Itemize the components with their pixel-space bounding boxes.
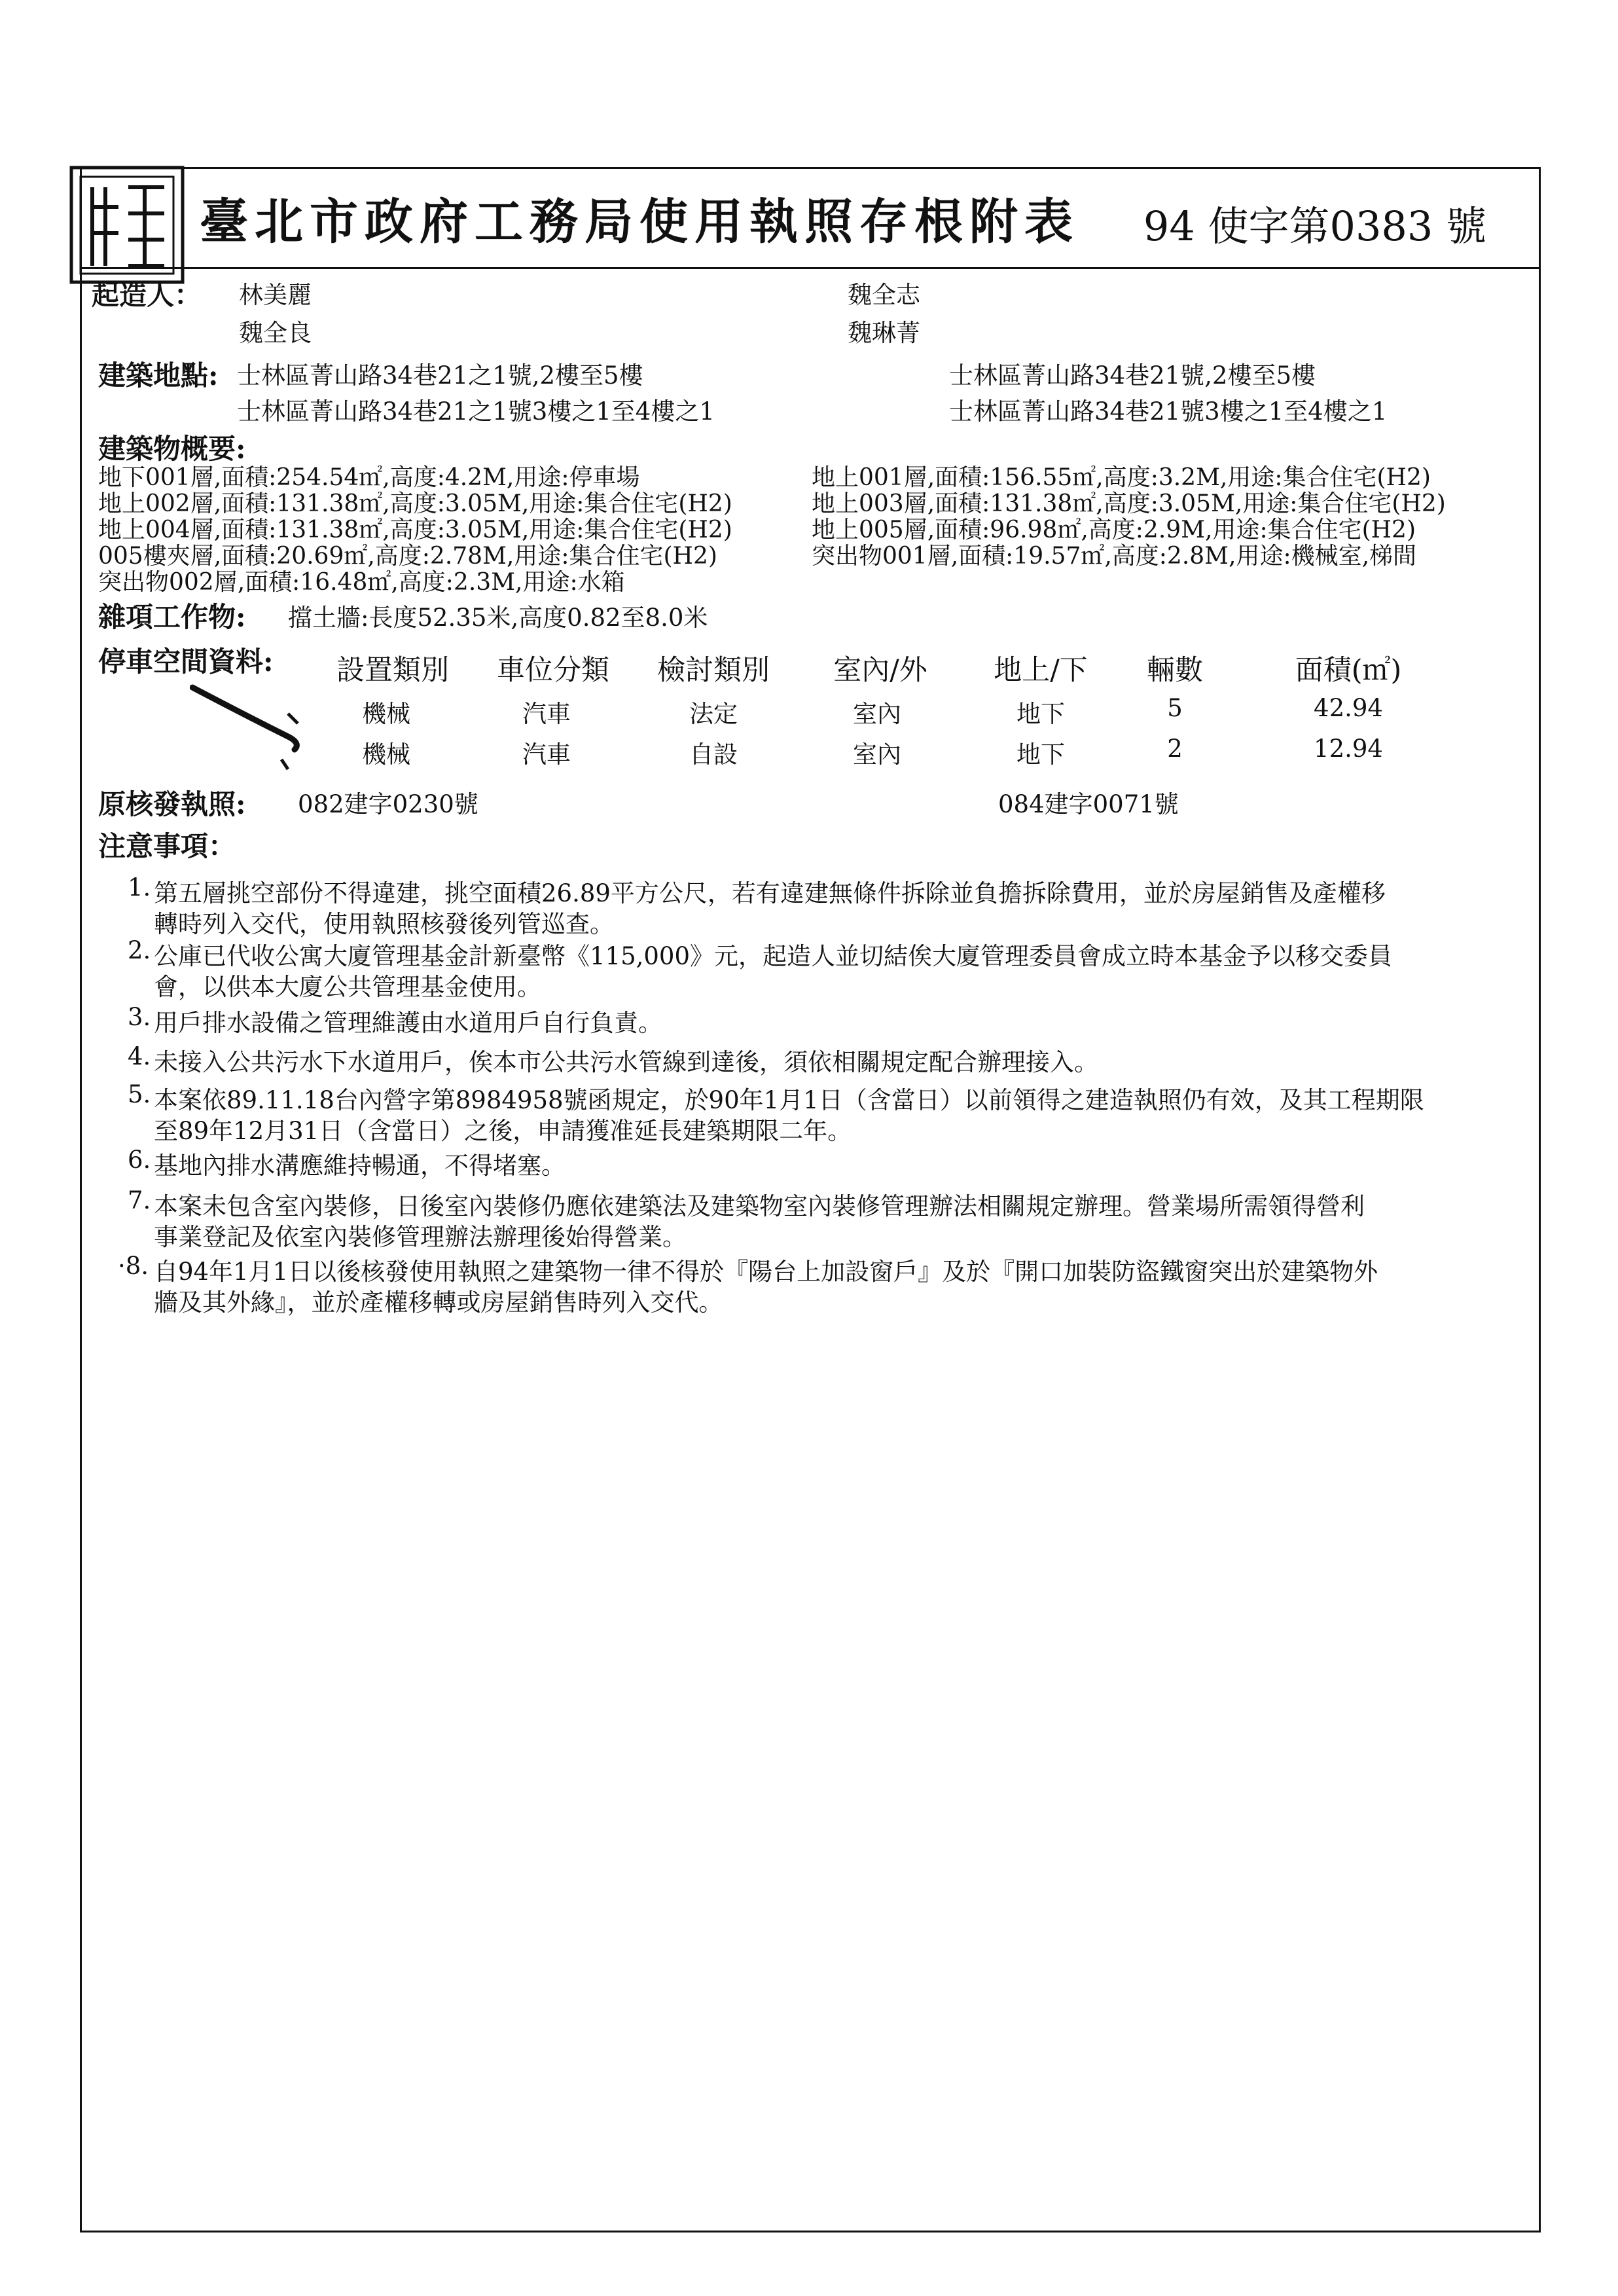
misc-works-value: 擋土牆:長度52.35米,高度0.82至8.0米	[288, 604, 708, 632]
parking-header: 輛數	[1147, 654, 1203, 687]
original-permit-number: 082建字0230號	[298, 790, 478, 818]
note-text: 轉時列入交代，使用執照核發後列管巡查。	[154, 910, 614, 938]
builder-name: 魏全良	[239, 319, 312, 347]
parking-header: 地上/下	[994, 654, 1088, 687]
site-address: 士林區菁山路34巷21之1號,2樓至5樓	[237, 361, 643, 390]
note-text: 牆及其外緣』，並於產權移轉或房屋銷售時列入交代。	[154, 1288, 723, 1317]
note-text: 本案依89.11.18台內營字第8984958號函規定，於90年1月1日（含當日）以前領得之建造執照仍有效，及其工程期限	[154, 1086, 1424, 1114]
parking-cell: 汽車	[522, 700, 571, 728]
note-text: 自94年1月1日以後核發使用執照之建築物一律不得於『陽台上加設窗戶』及於『開口加裝防盜鐵窗突出於建築物外	[154, 1258, 1378, 1286]
floor-info: 地上002層,面積:131.38㎡,高度:3.05M,用途:集合住宅(H2)	[98, 490, 732, 517]
note-text: 會，以供本大廈公共管理基金使用。	[154, 973, 541, 1001]
seal-stamp-icon	[66, 161, 190, 289]
parking-cell: 機械	[362, 740, 410, 769]
builder-name: 魏琳菁	[848, 319, 920, 347]
overview-label: 建築物概要:	[98, 433, 246, 465]
floor-info: 突出物001層,面積:19.57㎡,高度:2.8M,用途:機械室,梯間	[812, 543, 1417, 570]
parking-cell: 2	[1167, 735, 1183, 763]
note-text: 未接入公共污水下水道用戶，俟本市公共污水管線到達後，須依相關規定配合辦理接入。	[154, 1048, 1098, 1076]
parking-cell: 機械	[362, 700, 410, 728]
site-label: 建築地點:	[98, 359, 219, 392]
title-row	[82, 169, 1539, 269]
builder-name: 魏全志	[848, 281, 920, 309]
floor-info: 005樓夾層,面積:20.69㎡,高度:2.78M,用途:集合住宅(H2)	[98, 543, 717, 570]
parking-cell: 室內	[853, 740, 901, 769]
note-number: 7.	[128, 1186, 151, 1214]
floor-info: 地上004層,面積:131.38㎡,高度:3.05M,用途:集合住宅(H2)	[98, 517, 732, 543]
site-address: 士林區菁山路34巷21號,2樓至5樓	[949, 361, 1316, 390]
builder-name: 林美麗	[239, 281, 312, 309]
note-text: 公庫已代收公寓大廈管理基金計新臺幣《115,000》元，起造人並切結俟大廈管理委員會成立時本基金予以移交委員	[154, 942, 1393, 970]
misc-works-label: 雜項工作物:	[98, 601, 246, 633]
note-number: 3.	[128, 1003, 151, 1031]
note-number: 5.	[128, 1080, 151, 1108]
floor-info: 地上005層,面積:96.98㎡,高度:2.9M,用途:集合住宅(H2)	[812, 517, 1416, 543]
parking-header: 檢討類別	[657, 654, 770, 687]
note-text: 本案未包含室內裝修，日後室內裝修仍應依建築法及建築物室內裝修管理辦法相關規定辦理。營業場所需領得營利	[154, 1192, 1365, 1220]
builders-label: 起造人：	[92, 279, 202, 311]
original-permit-number: 084建字0071號	[998, 790, 1179, 818]
parking-cell: 自設	[689, 740, 738, 769]
parking-header: 面積(㎡)	[1295, 654, 1402, 687]
parking-header: 車位分類	[497, 654, 609, 687]
parking-cell: 地下	[1016, 740, 1065, 769]
parking-cell: 地下	[1016, 700, 1065, 728]
original-permit-label: 原核發執照:	[98, 788, 246, 820]
parking-header: 設置類別	[336, 654, 449, 687]
parking-cell: 42.94	[1314, 694, 1383, 722]
note-text: 事業登記及依室內裝修管理辦法辦理後始得營業。	[154, 1223, 687, 1251]
parking-cell: 室內	[853, 700, 901, 728]
note-text: 用戶排水設備之管理維護由水道用戶自行負責。	[154, 1009, 662, 1037]
parking-cell: 法定	[689, 700, 738, 728]
parking-cell: 汽車	[522, 740, 571, 769]
floor-info: 地上001層,面積:156.55㎡,高度:3.2M,用途:集合住宅(H2)	[812, 464, 1431, 491]
site-address: 士林區菁山路34巷21號3樓之1至4樓之1	[949, 397, 1388, 426]
parking-cell: 5	[1167, 694, 1183, 722]
parking-label: 停車空間資料:	[98, 646, 274, 678]
floor-info: 地下001層,面積:254.54㎡,高度:4.2M,用途:停車場	[98, 464, 640, 491]
parking-header: 室內/外	[833, 654, 927, 687]
notes-label: 注意事項：	[98, 830, 236, 862]
form-title: 臺北市政府工務局使用執照存根附表	[200, 194, 1079, 250]
note-number: 6.	[128, 1146, 151, 1174]
parking-cell: 12.94	[1314, 735, 1383, 763]
note-text: 至89年12月31日（含當日）之後，申請獲准延長建築期限二年。	[154, 1117, 852, 1145]
note-text: 基地內排水溝應維持暢通，不得堵塞。	[154, 1152, 566, 1180]
site-address: 士林區菁山路34巷21之1號3樓之1至4樓之1	[237, 397, 715, 426]
floor-info: 地上003層,面積:131.38㎡,高度:3.05M,用途:集合住宅(H2)	[812, 490, 1446, 517]
handwritten-tick-icon	[190, 674, 334, 773]
floor-info: 突出物002層,面積:16.48㎡,高度:2.3M,用途:水箱	[98, 569, 625, 596]
note-number: ·8.	[118, 1252, 149, 1280]
note-number: 2.	[128, 936, 151, 964]
note-number: 1.	[128, 873, 151, 902]
note-text: 第五層挑空部份不得違建，挑空面積26.89平方公尺，若有違建無條件拆除並負擔拆除費用，並於房屋銷售及產權移	[154, 879, 1386, 907]
permit-number: 94 使字第0383 號	[1143, 202, 1486, 250]
note-number: 4.	[128, 1042, 151, 1070]
